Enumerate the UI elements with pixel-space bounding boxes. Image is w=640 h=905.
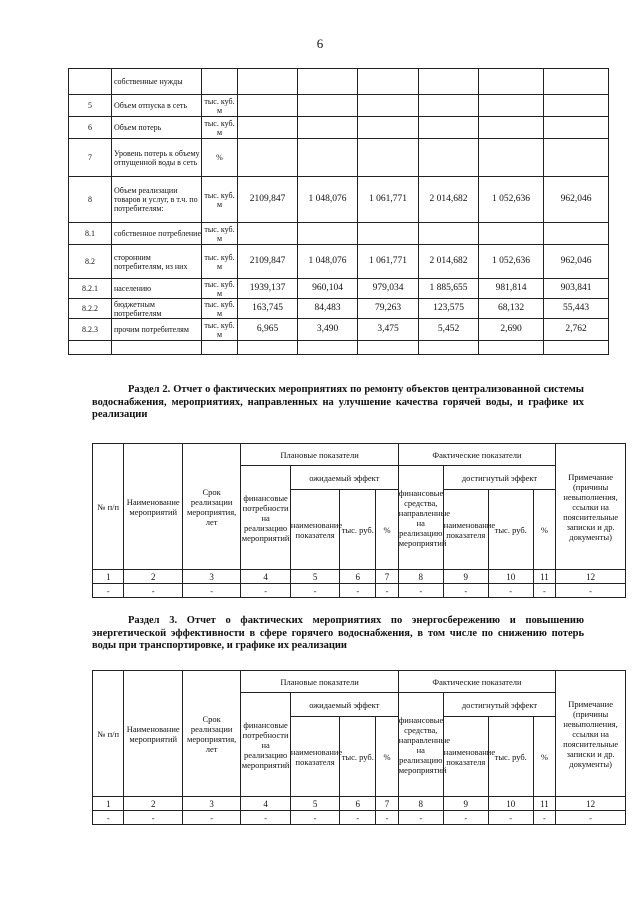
row-value: 84,483	[298, 299, 358, 319]
empty-value-cell: -	[533, 811, 556, 825]
row-number: 8	[69, 177, 112, 223]
row-unit: тыс. куб. м	[202, 279, 238, 299]
column-number: 5	[290, 797, 339, 811]
header-indicator-name: наименование показателя	[443, 717, 488, 797]
header-actual: Фактические показатели	[398, 444, 555, 466]
column-number: 5	[290, 570, 339, 584]
header-thous-rub: тыс. руб.	[340, 490, 376, 570]
row-name: бюджетным потребителям	[112, 299, 202, 319]
empty-value-cell: -	[340, 584, 376, 598]
row-value	[419, 117, 479, 139]
row-value: 1 052,636	[479, 177, 544, 223]
column-number: 10	[488, 570, 533, 584]
section-2-title: Раздел 2. Отчет о фактических мероприятиях по ремонту объектов централизованной системы водоснабжения, мероприятиях, направленных на улучшение качества горячей воды, и графике их реализации	[92, 384, 584, 420]
empty-value-cell: -	[398, 811, 443, 825]
row-value	[238, 223, 298, 245]
row-value: 2,762	[544, 319, 609, 341]
row-value	[479, 223, 544, 245]
row-number: 8.2.2	[69, 299, 112, 319]
row-number: 6	[69, 117, 112, 139]
row-value	[298, 69, 358, 95]
table-row	[93, 584, 626, 598]
empty-value-cell: -	[398, 584, 443, 598]
row-number	[69, 69, 112, 95]
row-value	[544, 95, 609, 117]
empty-value-cell: -	[93, 584, 124, 598]
row-value: 979,034	[358, 279, 419, 299]
row-value: 3,490	[298, 319, 358, 341]
column-number: 3	[182, 797, 240, 811]
empty-cell	[419, 341, 479, 355]
column-number: 7	[376, 797, 399, 811]
header-thous-rub: тыс. руб.	[488, 490, 533, 570]
row-number: 8.2.1	[69, 279, 112, 299]
row-unit: тыс. куб. м	[202, 95, 238, 117]
header-financing-planned: финансовые потребности на реализацию мероприятий	[241, 693, 290, 797]
row-value: 960,104	[298, 279, 358, 299]
row-value: 1 048,076	[298, 245, 358, 279]
column-number: 9	[443, 797, 488, 811]
header-expected-effect: ожидаемый эффект	[290, 693, 398, 717]
row-unit: тыс. куб. м	[202, 223, 238, 245]
column-number: 2	[124, 570, 182, 584]
header-achieved-effect: достигнутый эффект	[443, 466, 555, 490]
row-value: 981,814	[479, 279, 544, 299]
empty-value-cell: -	[376, 811, 399, 825]
row-unit: тыс. куб. м	[202, 177, 238, 223]
empty-value-cell: -	[93, 811, 124, 825]
row-value	[238, 95, 298, 117]
empty-value-cell: -	[241, 811, 290, 825]
row-value	[238, 69, 298, 95]
row-name: населению	[112, 279, 202, 299]
row-value	[298, 223, 358, 245]
row-value: 3,475	[358, 319, 419, 341]
row-value	[238, 117, 298, 139]
empty-value-cell: -	[376, 584, 399, 598]
row-value	[479, 69, 544, 95]
row-value: 6,965	[238, 319, 298, 341]
row-value: 2,690	[479, 319, 544, 341]
row-name: сторонним потребителям, из них	[112, 245, 202, 279]
header-term: Срок реализации мероприятия, лет	[182, 444, 240, 570]
header-num: № п/п	[93, 671, 124, 797]
row-number: 8.1	[69, 223, 112, 245]
header-num: № п/п	[93, 444, 124, 570]
row-value	[358, 223, 419, 245]
column-number: 4	[241, 570, 290, 584]
row-value: 123,575	[419, 299, 479, 319]
table-row-empty	[69, 341, 609, 355]
row-name: собственные нужды	[112, 69, 202, 95]
empty-cell	[358, 341, 419, 355]
volume-table	[68, 68, 609, 355]
header-percent: %	[376, 717, 399, 797]
row-value	[544, 139, 609, 177]
empty-cell	[479, 341, 544, 355]
column-numbers-row	[93, 570, 626, 584]
empty-value-cell: -	[556, 811, 626, 825]
column-number: 6	[340, 797, 376, 811]
row-value	[238, 139, 298, 177]
row-unit: %	[202, 139, 238, 177]
empty-value-cell: -	[488, 584, 533, 598]
row-value	[544, 69, 609, 95]
row-value: 962,046	[544, 177, 609, 223]
column-number: 1	[93, 570, 124, 584]
row-value: 903,841	[544, 279, 609, 299]
row-value: 68,132	[479, 299, 544, 319]
empty-cell	[69, 341, 112, 355]
column-number: 2	[124, 797, 182, 811]
row-name: прочим потребителям	[112, 319, 202, 341]
row-value	[544, 223, 609, 245]
empty-cell	[298, 341, 358, 355]
row-value	[544, 117, 609, 139]
header-expected-effect: ожидаемый эффект	[290, 466, 398, 490]
row-value	[298, 117, 358, 139]
column-number: 11	[533, 797, 556, 811]
header-notes: Примечание (причины невыполнения, ссылки на пояснительные записки и др. документы)	[556, 671, 626, 797]
row-name: Уровень потерь к объему отпущенной воды в сеть	[112, 139, 202, 177]
table-row	[93, 811, 626, 825]
page-number: 6	[316, 36, 324, 51]
header-percent: %	[533, 490, 556, 570]
empty-value-cell: -	[124, 811, 182, 825]
row-value: 962,046	[544, 245, 609, 279]
row-value: 1 052,636	[479, 245, 544, 279]
row-unit: тыс. куб. м	[202, 117, 238, 139]
column-number: 9	[443, 570, 488, 584]
row-value	[358, 95, 419, 117]
column-number: 3	[182, 570, 240, 584]
column-number: 6	[340, 570, 376, 584]
row-value: 163,745	[238, 299, 298, 319]
row-value: 55,443	[544, 299, 609, 319]
row-number: 8.2	[69, 245, 112, 279]
header-percent: %	[533, 717, 556, 797]
header-percent: %	[376, 490, 399, 570]
row-value	[358, 117, 419, 139]
row-number: 7	[69, 139, 112, 177]
empty-value-cell: -	[533, 584, 556, 598]
row-name: собственное потребление	[112, 223, 202, 245]
header-financing-actual: финансовые средства, направленные на реализацию мероприятий	[398, 466, 443, 570]
table-row	[69, 177, 609, 223]
row-name: Объем потерь	[112, 117, 202, 139]
row-value: 2109,847	[238, 177, 298, 223]
header-name: Наименование мероприятий	[124, 444, 182, 570]
column-number: 7	[376, 570, 399, 584]
empty-value-cell: -	[443, 584, 488, 598]
header-indicator-name: наименование показателя	[290, 490, 339, 570]
header-notes: Примечание (причины невыполнения, ссылки на пояснительные записки и др. документы)	[556, 444, 626, 570]
row-value	[479, 139, 544, 177]
header-thous-rub: тыс. руб.	[488, 717, 533, 797]
column-number: 4	[241, 797, 290, 811]
header-planned: Плановые показатели	[241, 671, 398, 693]
row-value: 2 014,682	[419, 177, 479, 223]
column-number: 10	[488, 797, 533, 811]
section-3-table	[92, 670, 626, 825]
empty-value-cell: -	[443, 811, 488, 825]
table-row	[69, 279, 609, 299]
column-number: 8	[398, 570, 443, 584]
row-name: Объем реализации товаров и услуг, в т.ч. по потребителям:	[112, 177, 202, 223]
column-number: 12	[556, 797, 626, 811]
row-unit: тыс. куб. м	[202, 319, 238, 341]
table-row	[69, 223, 609, 245]
table-row	[69, 245, 609, 279]
row-value: 2 014,682	[419, 245, 479, 279]
row-value: 1 061,771	[358, 245, 419, 279]
header-achieved-effect: достигнутый эффект	[443, 693, 555, 717]
row-value: 1 048,076	[298, 177, 358, 223]
column-numbers-row	[93, 797, 626, 811]
row-unit	[202, 69, 238, 95]
header-actual: Фактические показатели	[398, 671, 555, 693]
table-row	[69, 95, 609, 117]
row-value: 1939,137	[238, 279, 298, 299]
header-planned: Плановые показатели	[241, 444, 398, 466]
empty-value-cell: -	[290, 811, 339, 825]
empty-cell	[238, 341, 298, 355]
row-name: Объем отпуска в сеть	[112, 95, 202, 117]
empty-value-cell: -	[556, 584, 626, 598]
row-value: 2109,847	[238, 245, 298, 279]
table-row	[69, 319, 609, 341]
empty-cell	[544, 341, 609, 355]
row-value	[298, 139, 358, 177]
header-name: Наименование мероприятий	[124, 671, 182, 797]
column-number: 11	[533, 570, 556, 584]
row-unit: тыс. куб. м	[202, 245, 238, 279]
row-value	[358, 69, 419, 95]
empty-value-cell: -	[182, 811, 240, 825]
empty-cell	[112, 341, 202, 355]
empty-value-cell: -	[340, 811, 376, 825]
row-number: 8.2.3	[69, 319, 112, 341]
row-value	[358, 139, 419, 177]
header-indicator-name: наименование показателя	[443, 490, 488, 570]
empty-value-cell: -	[241, 584, 290, 598]
empty-cell	[202, 341, 238, 355]
row-value	[419, 139, 479, 177]
table-row	[69, 69, 609, 95]
empty-value-cell: -	[290, 584, 339, 598]
header-thous-rub: тыс. руб.	[340, 717, 376, 797]
empty-value-cell: -	[488, 811, 533, 825]
header-financing-actual: финансовые средства, направленные на реализацию мероприятий	[398, 693, 443, 797]
row-number: 5	[69, 95, 112, 117]
empty-value-cell: -	[124, 584, 182, 598]
row-unit: тыс. куб. м	[202, 299, 238, 319]
row-value	[419, 69, 479, 95]
row-value: 79,263	[358, 299, 419, 319]
row-value: 5,452	[419, 319, 479, 341]
row-value	[479, 117, 544, 139]
column-number: 12	[556, 570, 626, 584]
empty-value-cell: -	[182, 584, 240, 598]
column-number: 8	[398, 797, 443, 811]
column-number: 1	[93, 797, 124, 811]
table-row	[69, 139, 609, 177]
row-value	[419, 223, 479, 245]
header-financing-planned: финансовые потребности на реализацию мероприятий	[241, 466, 290, 570]
header-term: Срок реализации мероприятия, лет	[182, 671, 240, 797]
row-value: 1 885,655	[419, 279, 479, 299]
header-indicator-name: наименование показателя	[290, 717, 339, 797]
table-row	[69, 299, 609, 319]
row-value	[419, 95, 479, 117]
row-value	[479, 95, 544, 117]
row-value	[298, 95, 358, 117]
section-3-title: Раздел 3. Отчет о фактических мероприятиях по энергосбережению и повышению энергетической эффективности в сфере горячего водоснабжения, в том числе по снижению потерь воды при транспортировке, и графике их реализации	[92, 615, 584, 651]
section-2-table	[92, 443, 626, 598]
row-value: 1 061,771	[358, 177, 419, 223]
table-row	[69, 117, 609, 139]
